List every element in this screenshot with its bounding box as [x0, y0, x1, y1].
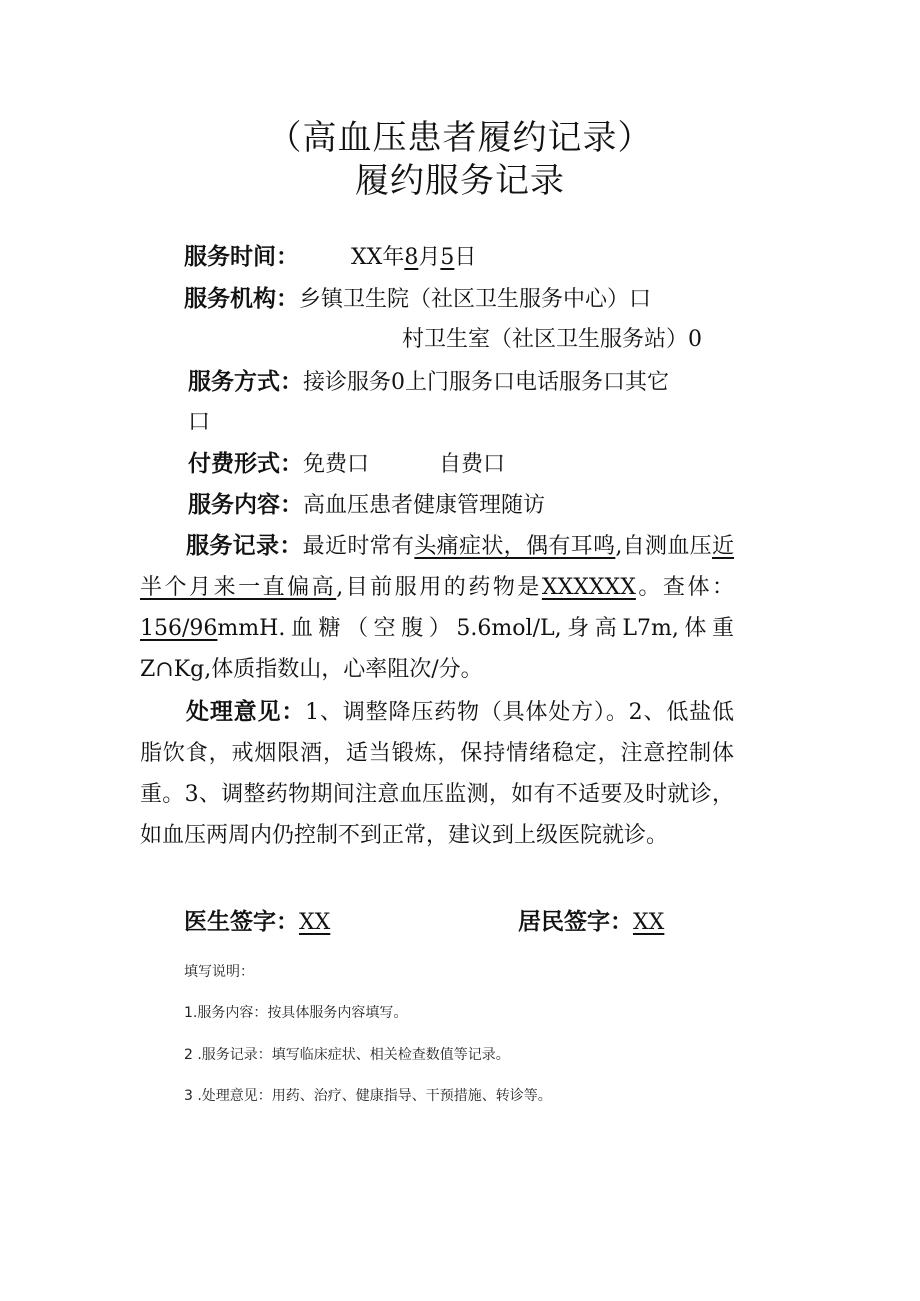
method-options-cont: 口: [188, 410, 211, 435]
record-text-3: ,目前服用的药物是: [336, 575, 542, 600]
record-paragraph: [140, 526, 734, 690]
method-row: [188, 362, 669, 403]
record-text-1: 最近时常有: [302, 534, 415, 559]
opinion-paragraph: [140, 692, 734, 856]
notes-heading: 填写说明：: [184, 964, 254, 980]
record-bp-value: 156/96: [140, 616, 218, 641]
institution-option-village: 村卫生室（社区卫生服务站）0: [402, 327, 702, 352]
doctor-signature-label: 医生签字：: [184, 909, 299, 935]
month-unit: 月: [418, 245, 441, 270]
service-time-row: [184, 237, 476, 278]
resident-signature: XX: [633, 910, 665, 935]
service-time-year: XX: [351, 245, 383, 270]
note-item-2: 2 .服务记录：填写临床症状、相关检查数值等记录。: [184, 1047, 510, 1063]
record-text-2: ,自测血压: [615, 534, 712, 559]
content-row: [188, 485, 545, 526]
note-item-1: 1.服务内容：按具体服务内容填写。: [184, 1005, 408, 1021]
day-unit: 日: [454, 245, 477, 270]
year-unit: 年: [382, 245, 405, 270]
payment-label: 付费形式：: [188, 451, 303, 477]
service-time-day: 5: [440, 245, 455, 270]
record-text-5: mmH.血糖（空腹）5.6mol/L,身高L7m,体重Z∩Kg,体质指数山，心率阻次/分。: [140, 616, 734, 682]
record-label: 服务记录：: [186, 533, 303, 559]
payment-free: 免费口: [303, 452, 370, 477]
doctor-signature: XX: [299, 910, 331, 935]
record-medication: XXXXXX: [541, 575, 636, 600]
document-subtitle: （高血压患者履约记录）: [267, 118, 653, 158]
content-value: 高血压患者健康管理随访: [303, 493, 546, 518]
note-item-3: 3 .处理意见：用药、治疗、健康指导、干预措施、转诊等。: [184, 1088, 552, 1104]
record-bp-trend: 近半个月来一直偏高: [140, 534, 734, 600]
opinion-label: 处理意见：: [186, 699, 306, 725]
resident-signature-label: 居民签字：: [518, 909, 633, 935]
payment-row: [188, 444, 505, 485]
institution-label: 服务机构：: [184, 286, 299, 312]
method-label: 服务方式：: [188, 369, 303, 395]
document-title: 履约服务记录: [355, 161, 565, 201]
institution-option-township: 乡镇卫生院（社区卫生服务中心）口: [299, 287, 652, 312]
service-time-label: 服务时间：: [184, 244, 299, 270]
method-options: 接诊服务0上门服务口电话服务口其它: [303, 370, 669, 395]
resident-signature-row: [518, 902, 664, 943]
opinion-text: 1、调整降压药物（具体处方）。2、低盐低脂饮食，戒烟限酒，适当锻炼，保持情绪稳定，注意控制体重。3、调整药物期间注意血压监测，如有不适要及时就诊，如血压两周内仍控制不到正常，建议到上级医院就诊。: [140, 700, 735, 848]
service-time-month: 8: [404, 245, 419, 270]
institution-row: [184, 279, 651, 320]
record-symptoms: 头痛症状，偶有耳鸣: [414, 534, 616, 559]
payment-self: 自费口: [439, 452, 506, 477]
record-text-4: 。查体：: [635, 575, 734, 600]
doctor-signature-row: [184, 902, 330, 943]
content-label: 服务内容：: [188, 492, 303, 518]
